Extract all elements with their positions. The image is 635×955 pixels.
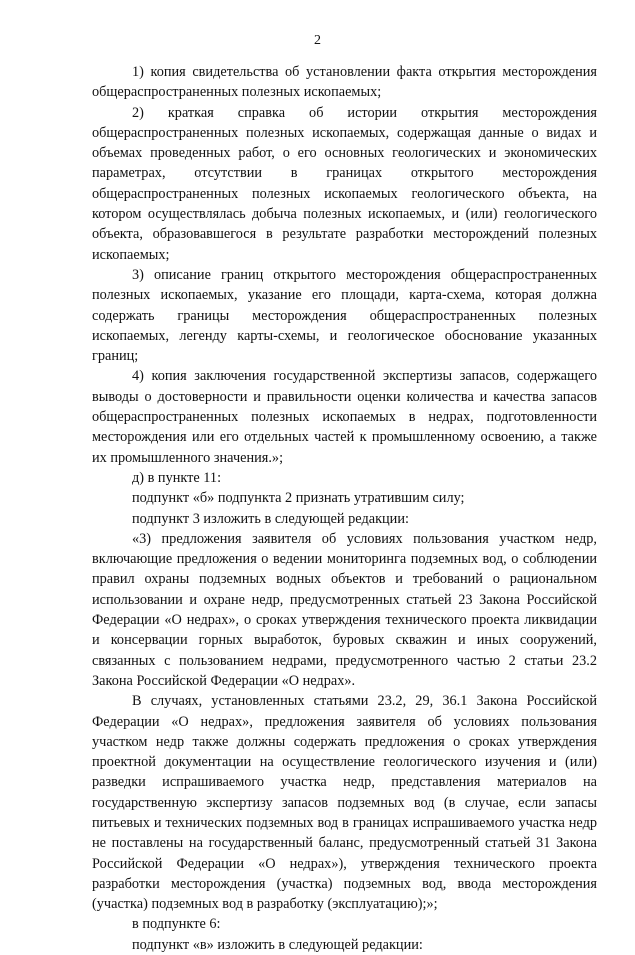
paragraph-subpoint-3-text: «3) предложения заявителя об условиях пользования участком недр, включающие предложения о ведении мониторинга подземных вод, о соблюдении правил охраны подземных водных объектов и требований о рациональном использовании и охране недр, предусмотренных статьей 23 Закона Российской Федерации «О недрах», о сроках утверждения технического проекта ликвидации и консервации горных выработок, буровых скважин и иных сооружений, связанных с пользованием недрами, предусмотренного частью 2 статьи 23.2 Закона Российской Федерации «О недрах». xyxy=(92,530,597,689)
document-body xyxy=(92,62,597,955)
paragraph-item-3: 3) описание границ открытого месторождения общераспространенных полезных ископаемых, указание его площади, карта-схема, которая должна содержать границы месторождения общераспространенных полезных ископаемых, легенду карты-схемы, и геологическое обоснование указанных границ; xyxy=(92,266,597,365)
paragraph-item-1: 1) копия свидетельства об установлении факта открытия месторождения общераспространенных полезных ископаемых; xyxy=(92,64,597,101)
paragraph-subpoint-v: подпункт «в» изложить в следующей редакции: xyxy=(132,936,423,953)
paragraph-subpoint-d: д) в пункте 11: xyxy=(132,469,222,486)
paragraph-item-4: 4) копия заключения государственной экспертизы запасов, содержащего выводы о достоверности и правильности оценки количества и качества запасов общераспространенных полезных ископаемых в недрах, подготовленности месторождения или его отдельных частей к промышленному освоению, а также их промышленного значения.»; xyxy=(92,368,597,466)
paragraph-subpoint-b-repeal: подпункт «б» подпункта 2 признать утратившим силу; xyxy=(132,490,465,507)
paragraph-subpoint-6: в подпункте 6: xyxy=(132,916,221,933)
paragraph-cases: В случаях, установленных статьями 23.2, 29, 36.1 Закона Российской Федерации «О недрах», предложения заявителя об условиях пользования участком недр также должны содержать предложения о сроках утверждения проектной документации на осуществление геологического изучения и (или) разведки испрашиваемого участка недр, представления материалов на государственную экспертизу запасов подземных вод (в случае, если запасы питьевых и технических подземных вод в границах испрашиваемого участка недр не поставлены на государственный баланс, предусмотренный статьей 31 Закона Российской Федерации «О недрах»), утверждения технического проекта разработки месторождения (участка) подземных вод, ввода месторождения (участка) подземных вод в разработку (эксплуатацию);»; xyxy=(92,693,597,913)
paragraph-item-2: 2) краткая справка об истории открытия месторождения общераспространенных полезных ископаемых, содержащая данные о видах и объемах проведенных работ, о его основных геологических и экономических параметрах, отсутствии в границах открытого месторождения общераспространенных полезных ископаемых геологического объекта, на котором осуществлялась добыча полезных ископаемых, и (или) геологического объекта, образовавшегося в результате разработки месторождений полезных ископаемых; xyxy=(92,104,597,263)
page-number: 2 xyxy=(314,33,321,48)
paragraph-subpoint-3-intro: подпункт 3 изложить в следующей редакции: xyxy=(132,510,409,527)
